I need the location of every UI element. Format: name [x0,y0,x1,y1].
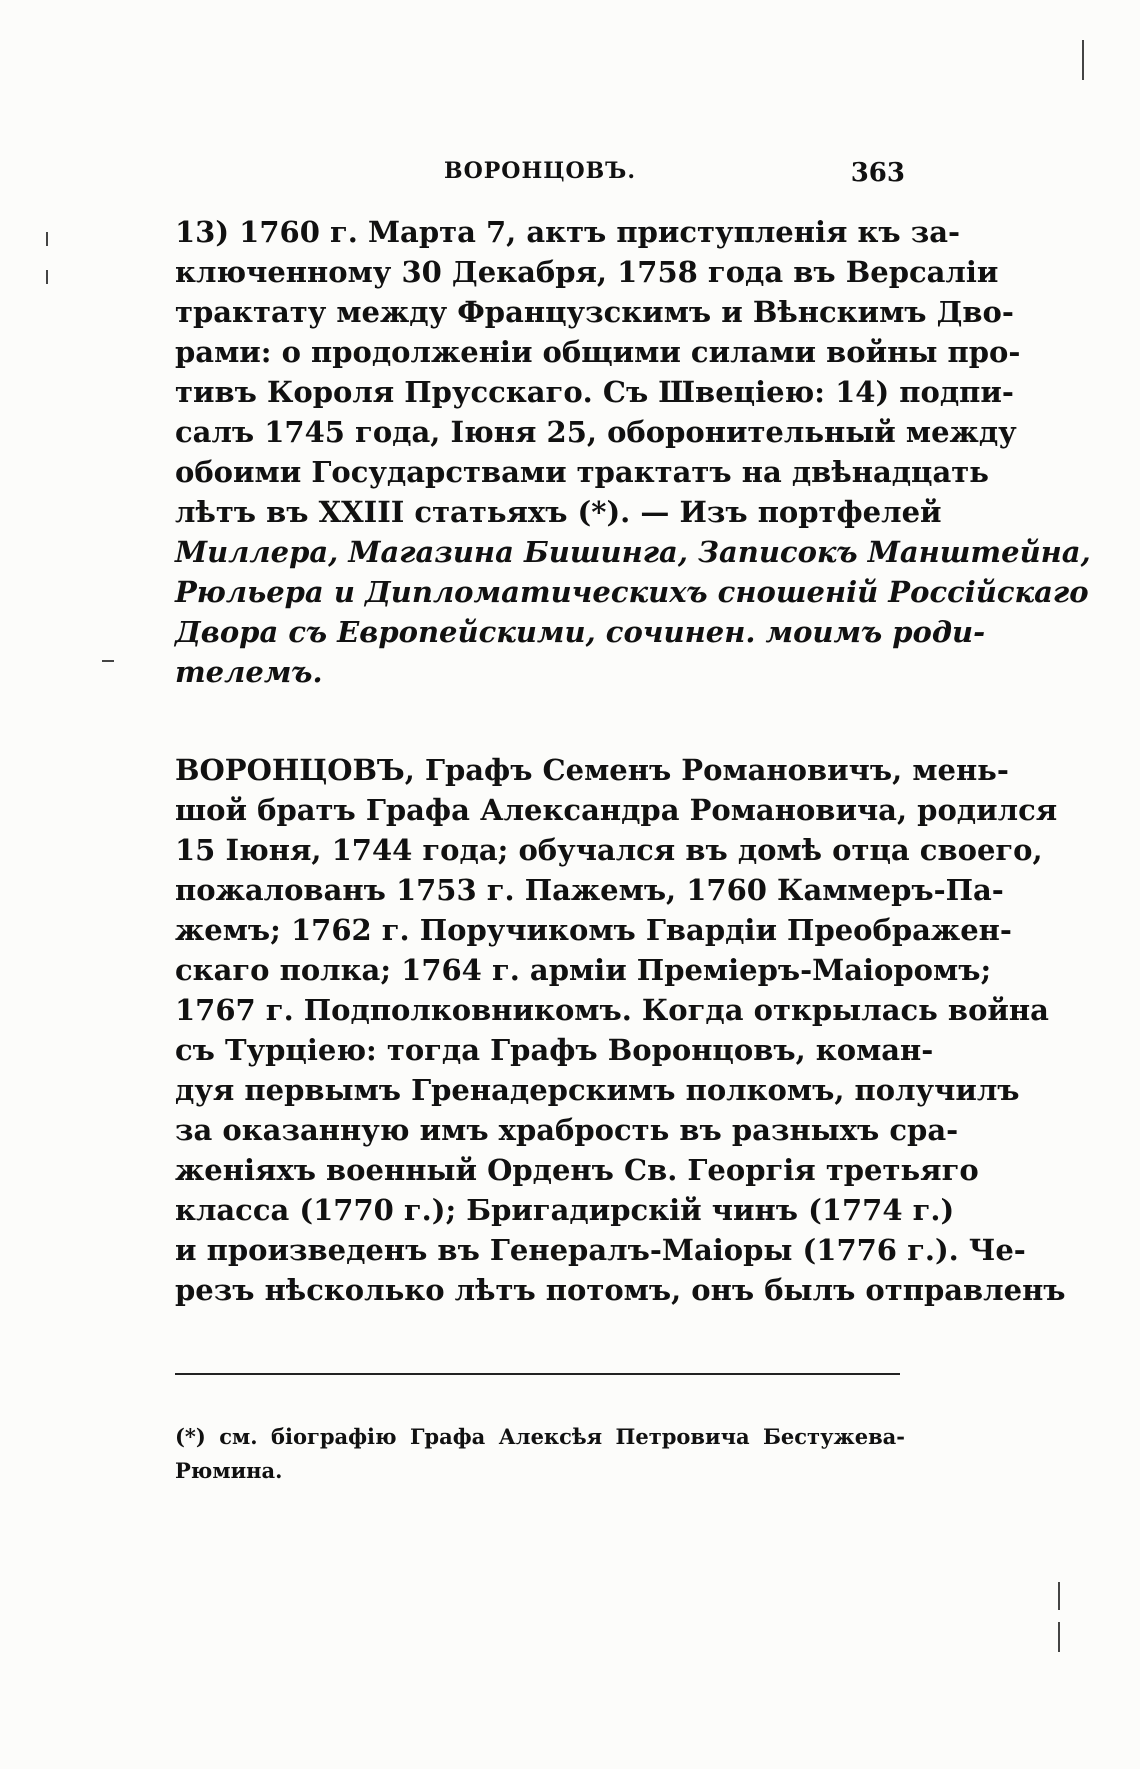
text-line-italic: телемъ. [175,655,323,689]
text-line-italic: Рюльера и Дипломатическихъ сношеній Россійскаго [175,575,1089,609]
paragraph-gap [175,692,905,750]
scan-mark [46,270,48,284]
text-line: салъ 1745 года, Іюня 25, оборонительный между [175,415,1017,449]
text-line: 1767 г. Подполковникомъ. Когда открылась война [175,993,1049,1027]
text-line: обоими Государствами трактатъ на двѣнадцать [175,455,989,489]
running-head: ВОРОНЦОВЪ. [444,158,636,184]
text-line-italic: Миллера, Магазина Бишинга, Записокъ Манштейна, [175,535,1091,569]
text-line: рами: о продолженіи общими силами войны про- [175,335,1021,369]
scan-mark [1058,1582,1060,1610]
entry-vorontsov-semen [175,750,1066,1310]
entry-continuation [175,212,1091,692]
page-header [175,158,905,198]
scan-mark [1082,40,1084,80]
text-line: и произведенъ въ Генералъ-Маіоры (1776 г.). Че- [175,1233,1026,1267]
text-line: скаго полка; 1764 г. арміи Премiеръ-Маіоромъ; [175,953,992,987]
text-line: трактату между Французскимъ и Вѣнскимъ Дво- [175,295,1014,329]
text-line: съ Турціею: тогда Графъ Воронцовъ, коман- [175,1033,934,1067]
scan-mark [1058,1622,1060,1652]
footnote-rule [175,1373,900,1375]
text-line: за оказанную имъ храбрость въ разныхъ сра- [175,1113,959,1147]
page-number: 363 [850,158,905,188]
text-line: пожалованъ 1753 г. Пажемъ, 1760 Каммеръ-Па- [175,873,1004,907]
text-line: дуя первымъ Гренадерскимъ полкомъ, получилъ [175,1073,1020,1107]
entry-heading-line: ВОРОНЦОВЪ, Графъ Семенъ Романовичъ, мень- [175,753,1009,787]
text-line: ключенному 30 Декабря, 1758 года въ Версаліи [175,255,999,289]
text-line: 15 Іюня, 1744 года; обучался въ домѣ отца своего, [175,833,1043,867]
body-text [175,212,1091,1310]
text-line: тивъ Короля Прусскаго. Съ Швеціею: 14) подпи- [175,375,1014,409]
footnote-line: (*) см. біографію Графа Алексѣя Петровича Бестужева- [175,1424,905,1449]
text-line: лѣтъ въ XXIII статьяхъ (*). — Изъ портфелей [175,495,942,529]
text-line: женіяхъ военный Орденъ Св. Георгія третьяго [175,1153,979,1187]
text-line-italic: Двора съ Европейскими, сочинен. моимъ роди- [175,615,986,649]
scan-mark [46,232,48,246]
text-line: жемъ; 1762 г. Поручикомъ Гвардіи Преображен- [175,913,1012,947]
text-line: 13) 1760 г. Марта 7, актъ приступленія къ за- [175,215,961,249]
footnote-line: Рюмина. [175,1458,283,1483]
scan-mark [102,660,114,662]
text-line: шой братъ Графа Александра Романовича, родился [175,793,1058,827]
footnote [175,1420,905,1488]
text-line: резъ нѣсколько лѣтъ потомъ, онъ былъ отправленъ [175,1273,1066,1307]
text-line: класса (1770 г.); Бригадирскій чинъ (1774 г.) [175,1193,955,1227]
